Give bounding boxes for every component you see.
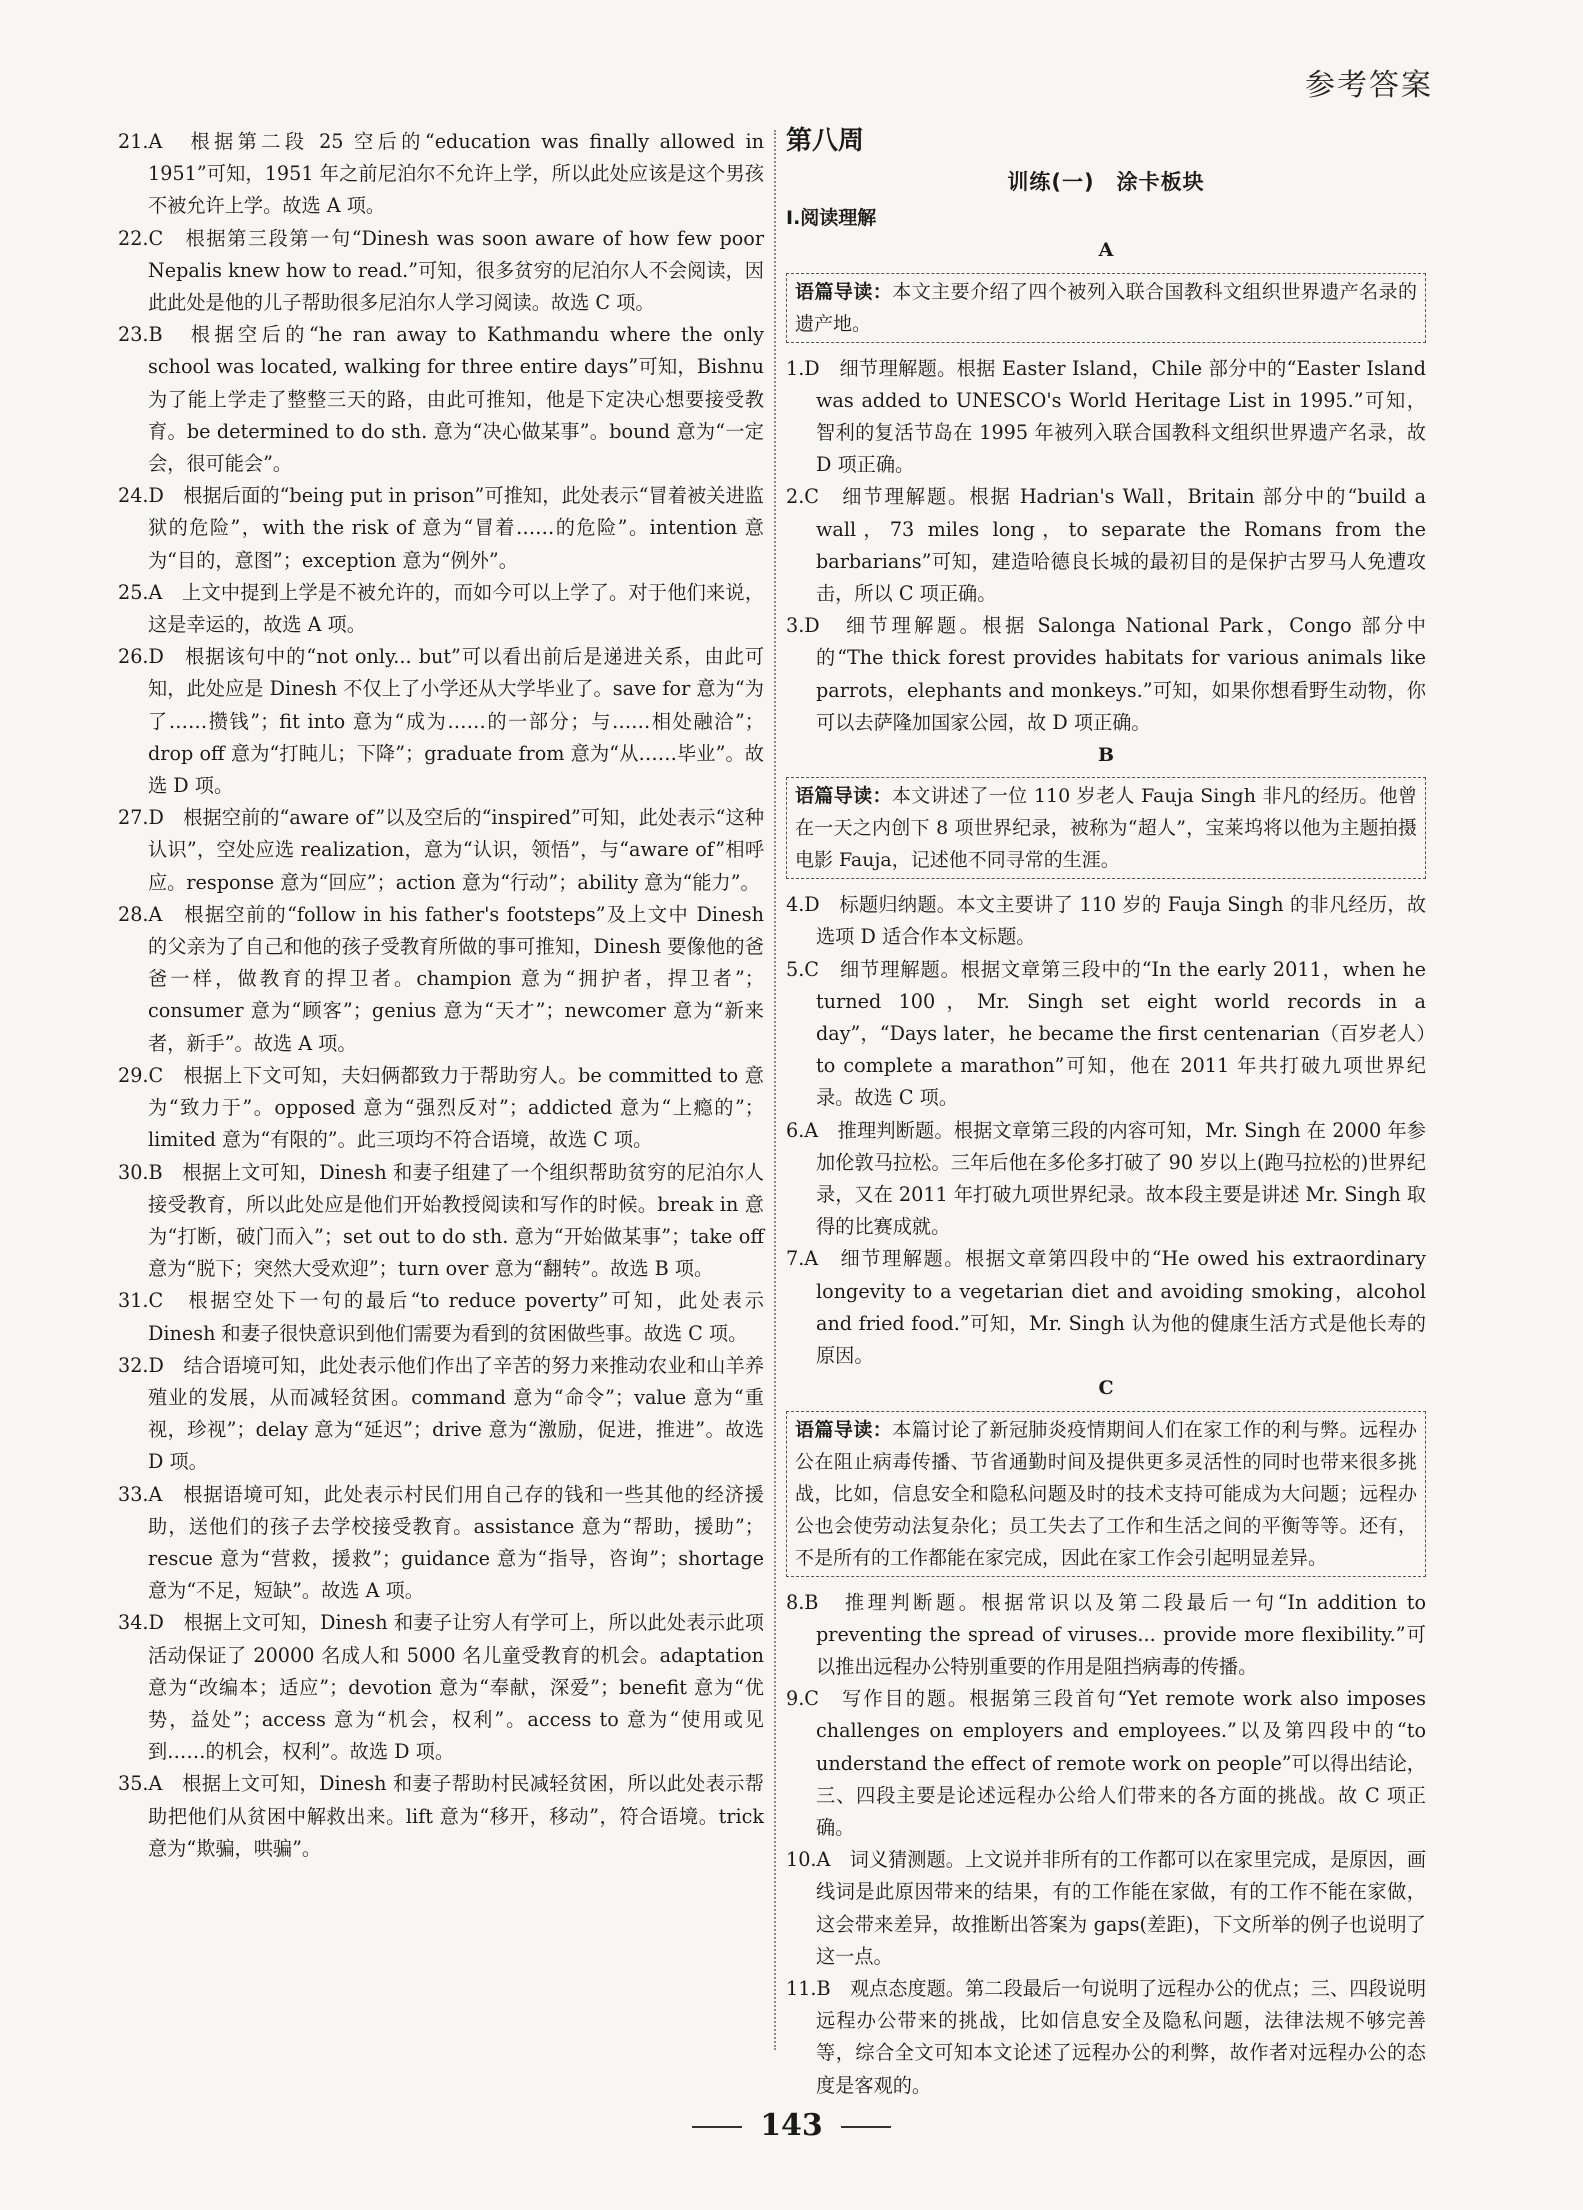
answer-explanation: 根据上文可知，Dinesh 和妻子让穷人有学可上，所以此处表示此项活动保证了 20000 名成人和 5000 名儿童受教育的机会。adaptation 意为“改编本；适应”；devotion 意为“奉献，深爱”；benefit 意为“优势，益处”；access 意为“机会，权利”。access to 意为“使用或见到……的机会，权利”。故选 D 项。 — [148, 1611, 764, 1764]
answer-explanation: 细节理解题。根据 Hadrian's Wall，Britain 部分中的“build a wall，73 miles long，to separate the Romans from the barbarians”可知，建造哈德良长城的最初目的是保护古罗马人免遭攻击，所以 C 项正确。 — [816, 485, 1427, 606]
answer-number: 28.A — [118, 902, 163, 926]
answer-number: 31.C — [118, 1289, 164, 1313]
answer-item-30 — [118, 1157, 764, 1286]
answer-explanation: 根据第三段第一句“Dinesh was soon aware of how few poor Nepalis knew how to read.”可知，很多贫穷的尼泊尔人不会阅读，因此此处是他的儿子帮助很多尼泊尔人学习阅读。故选 C 项。 — [148, 226, 765, 315]
answer-item-10 — [786, 1844, 1426, 1973]
answer-explanation: 上文中提到上学是不被允许的，而如今可以上学了。对于他们来说，这是幸运的，故选 A 项。 — [148, 580, 765, 637]
guide-label: 语篇导读： — [795, 280, 893, 303]
answer-number: 32.D — [118, 1353, 164, 1377]
answer-number: 29.C — [118, 1063, 164, 1087]
answer-number: 30.B — [118, 1160, 163, 1184]
section-title: Ⅰ.阅读理解 — [786, 207, 877, 230]
answer-item-26 — [118, 641, 764, 802]
guide-text: 本篇讨论了新冠肺炎疫情期间人们在家工作的利与弊。远程办公在阻止病毒传播、节省通勤时间及提供更多灵活性的同时也带来很多挑战，比如，信息安全和隐私问题及时的技术支持可能成为大问题；远程办公也会使劳动法复杂化；员工失去了工作和生活之间的平衡等等。还有，不是所有的工作都能在家完成，因此在家工作会引起明显差异。 — [795, 1418, 1417, 1569]
answer-number: 5.C — [786, 957, 819, 981]
answer-number: 33.A — [118, 1482, 163, 1506]
answer-item-22 — [118, 223, 764, 320]
answer-item-8 — [786, 1587, 1426, 1684]
week-title: 第八周 — [786, 126, 865, 156]
answer-number: 23.B — [118, 323, 163, 347]
left-column — [118, 126, 764, 1865]
answer-explanation: 根据空前的“aware of”以及空后的“inspired”可知，此处表示“这种认识”，空处应选 realization，意为“认识，领悟”，与“aware of”相呼应。response 意为“回应”；action 意为“行动”；ability 意为“能力”。 — [148, 806, 765, 894]
answer-item-4 — [786, 889, 1426, 953]
passage-guide-c — [786, 1411, 1426, 1577]
guide-label: 语篇导读： — [795, 785, 892, 808]
page-number — [0, 2108, 1583, 2143]
answer-number: 6.A — [786, 1118, 819, 1142]
guide-text: 本文讲述了一位 110 岁老人 Fauja Singh 非凡的经历。他曾在一天之内创下 8 项世界纪录，被称为“超人”，宝莱坞将以他为主题拍摄电影 Fauja，记述他不同寻常的生涯。 — [795, 785, 1417, 872]
answer-item-3 — [786, 610, 1426, 739]
answer-number: 2.C — [786, 485, 819, 509]
answer-number: 8.B — [786, 1590, 819, 1614]
answer-item-6 — [786, 1115, 1426, 1244]
answer-number: 4.D — [786, 893, 820, 917]
answer-item-11 — [786, 1973, 1426, 2102]
page-number-dash-right — [841, 2126, 891, 2128]
answer-item-7 — [786, 1243, 1426, 1372]
answer-item-28 — [118, 899, 764, 1060]
guide-label: 语篇导读： — [795, 1418, 893, 1441]
answer-number: 24.D — [118, 484, 164, 508]
answer-item-27 — [118, 802, 764, 899]
answer-explanation: 根据第二段 25 空后的“education was finally allowed in 1951”可知，1951 年之前尼泊尔不允许上学，所以此处应该是这个男孩不被允许上学。故选 A 项。 — [148, 130, 765, 218]
answer-item-35 — [118, 1768, 764, 1865]
answer-number: 9.C — [786, 1687, 819, 1711]
answer-explanation: 根据空后的“he ran away to Kathmandu where the only school was located, walking for three entire days”可知，Bishnu 为了能上学走了整整三天的路，由此可推知，他是下定决心想要接受教育。be determined to do sth. 意为“决心做某事”。bound 意为“一定会，很可能会”。 — [148, 323, 764, 476]
answer-explanation: 推理判断题。根据文章第三段的内容可知，Mr. Singh 在 2000 年参加伦敦马拉松。三年后他在多伦多打破了 90 岁以上(跑马拉松的)世界纪录，又在 2011 年打破九项世界纪录。故本段主要是讲述 Mr. Singh 取得的比赛成就。 — [816, 1118, 1426, 1239]
answer-item-34 — [118, 1607, 764, 1768]
passage-guide-a — [786, 273, 1426, 343]
answer-item-9 — [786, 1683, 1426, 1844]
answer-explanation: 根据上文可知，Dinesh 和妻子组建了一个组织帮助贫穷的尼泊尔人接受教育，所以此处应是他们开始教授阅读和写作的时候。break in 意为“打断，破门而入”；set out to do sth. 意为“开始做某事”；take off 意为“脱下；突然大受欢迎”；turn over 意为“翻转”。故选 B 项。 — [148, 1160, 764, 1281]
answer-number: 25.A — [118, 580, 163, 604]
answer-number: 34.D — [118, 1611, 164, 1635]
answer-explanation: 细节理解题。根据 Salonga National Park，Congo 部分中的“The thick forest provides habitats for various animals like parrots，elephants and monkeys.”可知，如果你想看野生动物，你可以去萨隆加国家公园，故 D 项正确。 — [816, 614, 1426, 734]
passage-letter-a: A — [1098, 239, 1114, 262]
answer-item-5 — [786, 954, 1426, 1115]
answer-item-32 — [118, 1350, 764, 1479]
answer-explanation: 根据该句中的“not only... but”可以看出前后是递进关系，由此可知，此处应是 Dinesh 不仅上了小学还从大学毕业了。save for 意为“为了……攒钱”；fit into 意为“成为……的一部分；与……相处融洽”；drop off 意为“打盹儿；下降”；graduate from 意为“从……毕业”。故选 D 项。 — [148, 645, 765, 798]
column-divider — [774, 130, 776, 2050]
answer-number: 1.D — [786, 356, 820, 380]
answer-explanation: 细节理解题。根据 Easter Island，Chile 部分中的“Easter Island was added to UNESCO's World Heritage List in 1995.”可知，智利的复活节岛在 1995 年被列入联合国教科文组织世界遗产名录，故 D 项正确。 — [816, 356, 1427, 477]
page-number-text: 143 — [760, 2108, 823, 2143]
answer-explanation: 根据上下文可知，夫妇俩都致力于帮助穷人。be committed to 意为“致力于”。opposed 意为“强烈反对”；addicted 意为“上瘾的”；limited 意为“有限的”。此三项均不符合语境，故选 C 项。 — [148, 1063, 764, 1152]
answer-explanation: 观点态度题。第二段最后一句说明了远程办公的优点；三、四段说明远程办公带来的挑战，比如信息安全及隐私问题，法律法规不够完善等，综合全文可知本文论述了远程办公的利弊，故作者对远程办公的态度是客观的。 — [816, 1976, 1427, 2097]
answer-explanation: 细节理解题。根据文章第四段中的“He owed his extraordinary longevity to a vegetarian diet and avoiding smoking，alcohol and fried food.”可知，Mr. Singh 认为他的健康生活方式是他长寿的原因。 — [816, 1247, 1426, 1368]
answer-explanation: 根据上文可知，Dinesh 和妻子帮助村民减轻贫困，所以此处表示帮助把他们从贫困中解救出来。lift 意为“移开，移动”，符合语境。trick 意为“欺骗，哄骗”。 — [148, 1772, 764, 1860]
answer-item-23 — [118, 319, 764, 480]
answer-explanation: 根据空处下一句的最后“to reduce poverty”可知，此处表示 Dinesh 和妻子很快意识到他们需要为看到的贫困做些事。故选 C 项。 — [148, 1289, 764, 1345]
answer-number: 22.C — [118, 226, 164, 250]
guide-text: 本文主要介绍了四个被列入联合国教科文组织世界遗产名录的遗产地。 — [795, 280, 1417, 335]
answer-number: 26.D — [118, 645, 164, 669]
answer-item-29 — [118, 1060, 764, 1157]
answer-item-2 — [786, 481, 1426, 610]
answer-explanation: 根据语境可知，此处表示村民们用自己存的钱和一些其他的经济援助，送他们的孩子去学校接受教育。assistance 意为“帮助，援助”；rescue 意为“营救，援救”；guidance 意为“指导，咨询”；shortage 意为“不足，短缺”。故选 A 项。 — [148, 1482, 764, 1603]
right-column — [786, 126, 1426, 2102]
answer-explanation: 细节理解题。根据文章第三段中的“In the early 2011，when he turned 100，Mr. Singh set eight world records in a day”，“Days later，he became the first centenarian（百岁老人）to complete a marathon”可知，他在 2011 年共打破九项世界纪录。故选 C 项。 — [816, 957, 1427, 1110]
answer-item-25 — [118, 577, 764, 641]
passage-letter-c: C — [1098, 1377, 1114, 1400]
answer-number: 3.D — [786, 614, 820, 638]
answer-explanation: 标题归纳题。本文主要讲了 110 岁的 Fauja Singh 的非凡经历，故选项 D 适合作本文标题。 — [816, 893, 1426, 949]
answer-number: 7.A — [786, 1247, 819, 1271]
answer-explanation: 写作目的题。根据第三段首句“Yet remote work also imposes challenges on employers and employees.”以及第四段中的“to understand the effect of remote work on people”可以得出结论，三、四段主要是论述远程办公给人们带来的各方面的挑战。故 C 项正确。 — [816, 1687, 1426, 1839]
answer-number: 21.A — [118, 130, 163, 153]
answer-number: 11.B — [786, 1976, 831, 2000]
answer-item-21 — [118, 126, 764, 223]
answer-item-1 — [786, 353, 1426, 482]
training-title: 训练(一) 涂卡板块 — [1007, 170, 1205, 194]
answer-explanation: 根据后面的“being put in prison”可推知，此处表示“冒着被关进监狱的危险”，with the risk of 意为“冒着……的危险”。intention 意为“目的，意图”；exception 意为“例外”。 — [148, 484, 764, 572]
page-number-dash-left — [692, 2126, 742, 2128]
answer-explanation: 结合语境可知，此处表示他们作出了辛苦的努力来推动农业和山羊养殖业的发展，从而减轻贫困。command 意为“命令”；value 意为“重视，珍视”；delay 意为“延迟”；drive 意为“激励，促进，推进”。故选 D 项。 — [148, 1353, 765, 1474]
answer-number: 27.D — [118, 806, 164, 830]
answer-number: 10.A — [786, 1848, 831, 1872]
answer-item-31 — [118, 1285, 764, 1349]
answer-explanation: 词义猜测题。上文说并非所有的工作都可以在家里完成，是原因，画线词是此原因带来的结果，有的工作能在家做，有的工作不能在家做，这会带来差异，故推断出答案为 gaps(差距)，下文所举的例子也说明了这一点。 — [816, 1848, 1427, 1968]
answer-item-24 — [118, 480, 764, 577]
answer-explanation: 推理判断题。根据常识以及第二段最后一句“In addition to preventing the spread of viruses... provide more flexibility.”可以推出远程办公特别重要的作用是阻挡病毒的传播。 — [816, 1590, 1427, 1678]
answer-item-33 — [118, 1479, 764, 1608]
answer-number: 35.A — [118, 1772, 163, 1796]
page-header-label: 参考答案 — [1305, 68, 1433, 103]
passage-letter-b: B — [1097, 744, 1115, 767]
passage-guide-b — [786, 777, 1426, 879]
answer-explanation: 根据空前的“follow in his father's footsteps”及上文中 Dinesh 的父亲为了自己和他的孩子受教育所做的事可推知，Dinesh 要像他的爸爸一样，做教育的捍卫者。champion 意为“拥护者，捍卫者”；consumer 意为“顾客”；genius 意为“天才”；newcomer 意为“新来者，新手”。故选 A 项。 — [148, 902, 764, 1055]
